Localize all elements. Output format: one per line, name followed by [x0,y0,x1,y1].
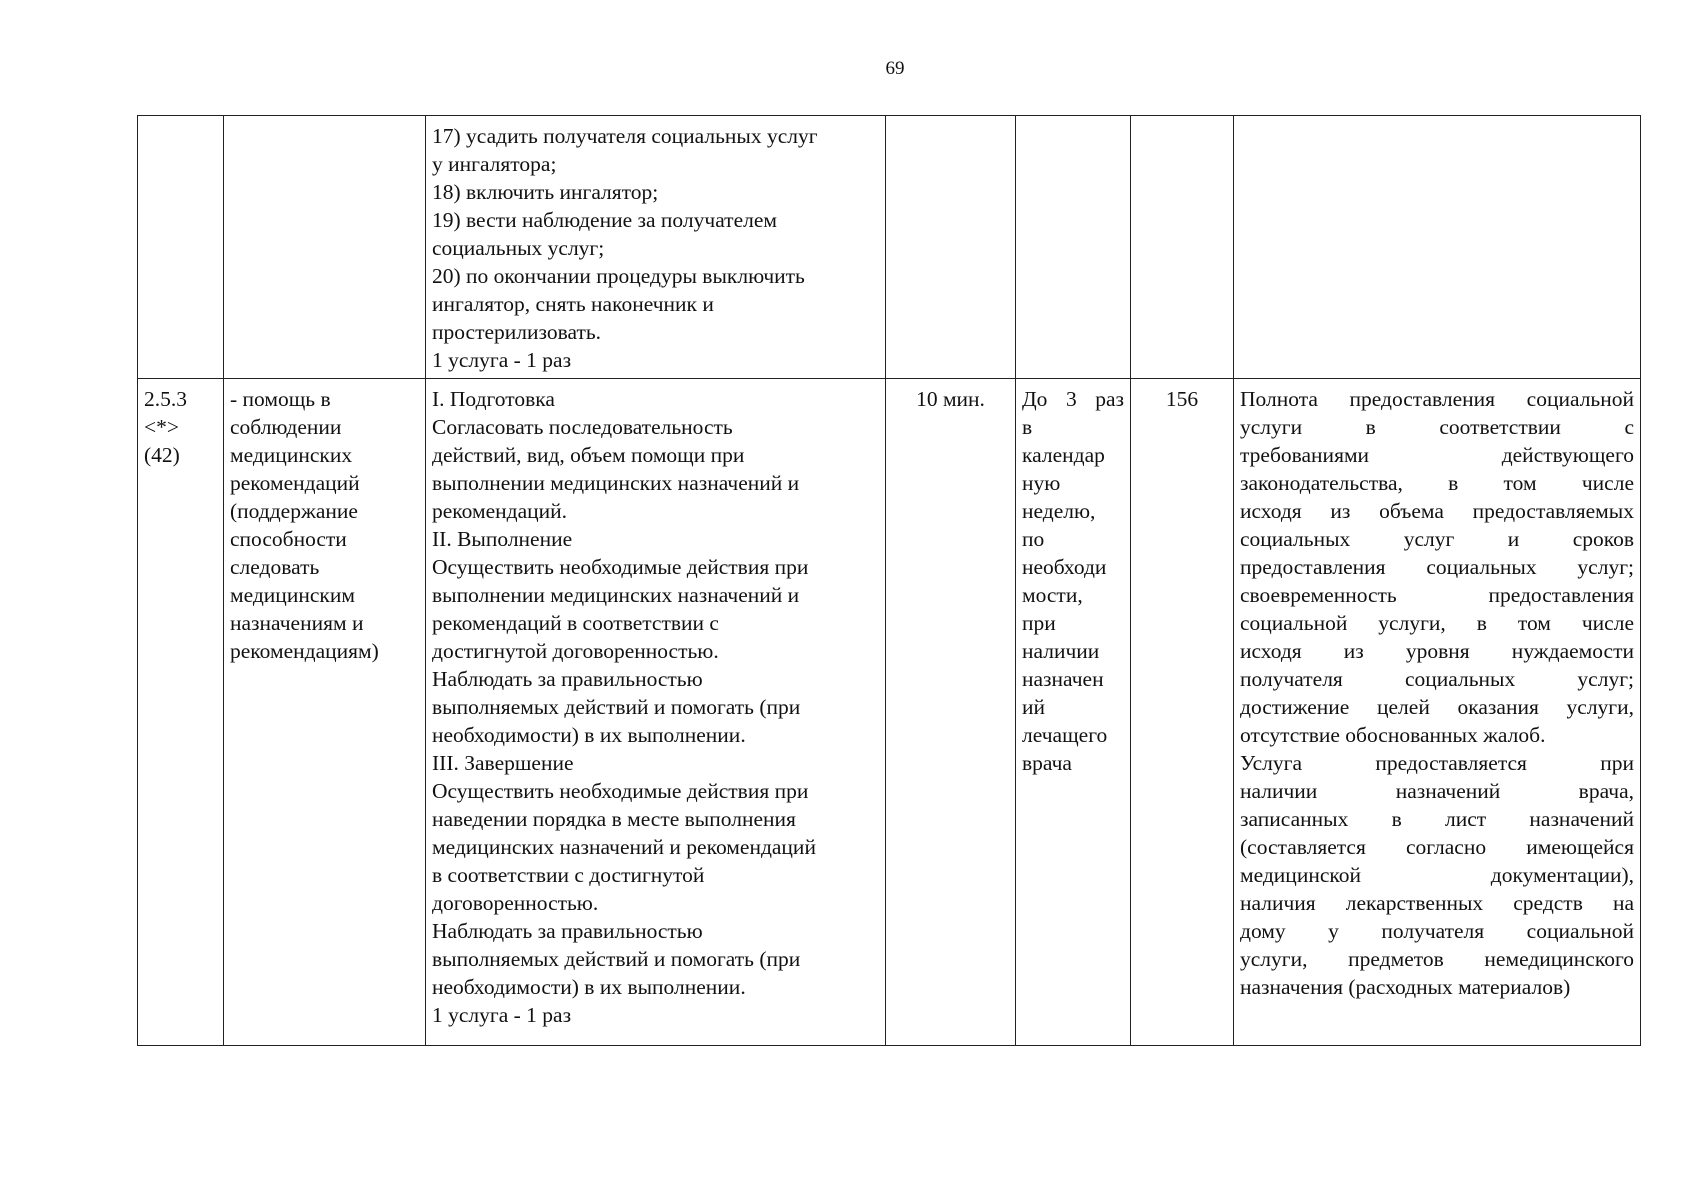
cell-tariff [1131,116,1234,379]
content-line: выполняемых действий и помогать (при [432,947,801,971]
content-line: необходимости) в их выполнении. [432,975,746,999]
criteria-line: Услуга предоставляется при [1240,751,1634,775]
content-line: у ингалятора; [432,152,557,176]
criteria-line: услуги, предметов немедицинского [1240,947,1634,971]
content-line: в соответствии с достигнутой [432,863,705,887]
criteria-line: социальных услуг и сроков [1240,527,1634,551]
page-number: 69 [885,58,905,79]
criteria-line: социальной услуги, в том числе [1240,611,1634,635]
criteria-line: законодательства, в том числе [1240,471,1634,495]
content-line: Согласовать последовательность [432,415,733,439]
content-line: 1 услуга - 1 раз [432,348,572,372]
content-line: рекомендаций в соответствии с [432,611,719,635]
content-line: I. Подготовка [432,387,555,411]
service-line: соблюдении [230,415,342,439]
frequency-line: при [1022,611,1056,635]
content-line: необходимости) в их выполнении. [432,723,746,747]
frequency-line: ий [1022,695,1046,719]
frequency-line: по [1022,527,1045,551]
service-line: медицинским [230,583,355,607]
service-line: способности [230,527,347,551]
frequency-line: врача [1022,751,1072,775]
content-line: выполняемых действий и помогать (при [432,695,801,719]
criteria-line: Полнота предоставления социальной [1240,387,1634,411]
content-line: 17) усадить получателя социальных услуг [432,124,818,148]
tariff-value: 156 [1165,387,1199,411]
content-line: Наблюдать за правильностью [432,919,703,943]
criteria-line: дому у получателя социальной [1240,919,1634,943]
content-line: медицинских назначений и рекомендаций [432,835,816,859]
content-line: наведении порядка в месте выполнения [432,807,796,831]
frequency-line: наличии [1022,639,1100,663]
content-line: ингалятор, снять наконечник и [432,292,714,316]
content-line: 20) по окончании процедуры выключить [432,264,805,288]
content-line: II. Выполнение [432,527,573,551]
service-line: рекомендаций [230,471,360,495]
service-line: - помощь в [230,387,331,411]
criteria-line: своевременность предоставления [1240,583,1634,607]
time-value: 10 мин. [916,387,985,411]
cell-time [886,116,1016,379]
cell-content [426,116,886,379]
criteria-line: услуги в соответствии с [1240,415,1634,439]
criteria-line: предоставления социальных услуг; [1240,555,1634,579]
cell-service [224,379,426,1046]
cell-criteria [1234,116,1641,379]
cell-frequency [1016,116,1131,379]
cell-time [886,379,1016,1046]
criteria-line: требованиями действующего [1240,443,1634,467]
table-row [138,116,1641,379]
number-line: <*> [144,415,180,439]
content-line: выполнении медицинских назначений и [432,583,800,607]
frequency-line: мости, [1022,583,1083,607]
cell-number [138,116,224,379]
content-line: рекомендаций. [432,499,568,523]
table-row [138,379,1641,1046]
cell-number [138,379,224,1046]
frequency-line: в [1022,415,1033,439]
cell-service [224,116,426,379]
cell-tariff [1131,379,1234,1046]
criteria-line: (составляется согласно имеющейся [1240,835,1634,859]
content-line: действий, вид, объем помощи при [432,443,745,467]
content-line: социальных услуг; [432,236,605,260]
frequency-line: До 3 раз [1022,387,1124,411]
frequency-line: ную [1022,471,1061,495]
number-line: (42) [144,443,180,467]
criteria-line: отсутствие обоснованных жалоб. [1240,723,1546,747]
criteria-line: медицинской документации), [1240,863,1634,887]
content-line: 19) вести наблюдение за получателем [432,208,777,232]
content-line: 18) включить ингалятор; [432,180,659,204]
service-line: медицинских [230,443,353,467]
frequency-line: лечащего [1022,723,1108,747]
content-line: III. Завершение [432,751,574,775]
frequency-line: необходи [1022,555,1107,579]
content-line: 1 услуга - 1 раз [432,1003,572,1027]
number-line: 2.5.3 [144,387,187,411]
criteria-line: получателя социальных услуг; [1240,667,1634,691]
cell-frequency [1016,379,1131,1046]
criteria-line: исходя из объема предоставляемых [1240,499,1634,523]
criteria-line: достижение целей оказания услуги, [1240,695,1634,719]
criteria-line: наличия лекарственных средств на [1240,891,1634,915]
frequency-line: календар [1022,443,1105,467]
content-line: достигнутой договоренностью. [432,639,719,663]
cell-criteria [1234,379,1641,1046]
content-line: Наблюдать за правильностью [432,667,703,691]
criteria-line: записанных в лист назначений [1240,807,1634,831]
service-line: рекомендациям) [230,639,379,663]
content-line: Осуществить необходимые действия при [432,779,809,803]
criteria-line: назначения (расходных материалов) [1240,975,1571,999]
service-line: следовать [230,555,320,579]
service-line: назначениям и [230,611,364,635]
frequency-line: назначен [1022,667,1104,691]
criteria-line: исходя из уровня нуждаемости [1240,639,1634,663]
cell-content [426,379,886,1046]
criteria-line: наличии назначений врача, [1240,779,1634,803]
frequency-line: неделю, [1022,499,1096,523]
content-line: простерилизовать. [432,320,602,344]
service-line: (поддержание [230,499,358,523]
services-table [137,115,1641,1046]
content-line: Осуществить необходимые действия при [432,555,809,579]
content-line: выполнении медицинских назначений и [432,471,800,495]
content-line: договоренностью. [432,891,599,915]
